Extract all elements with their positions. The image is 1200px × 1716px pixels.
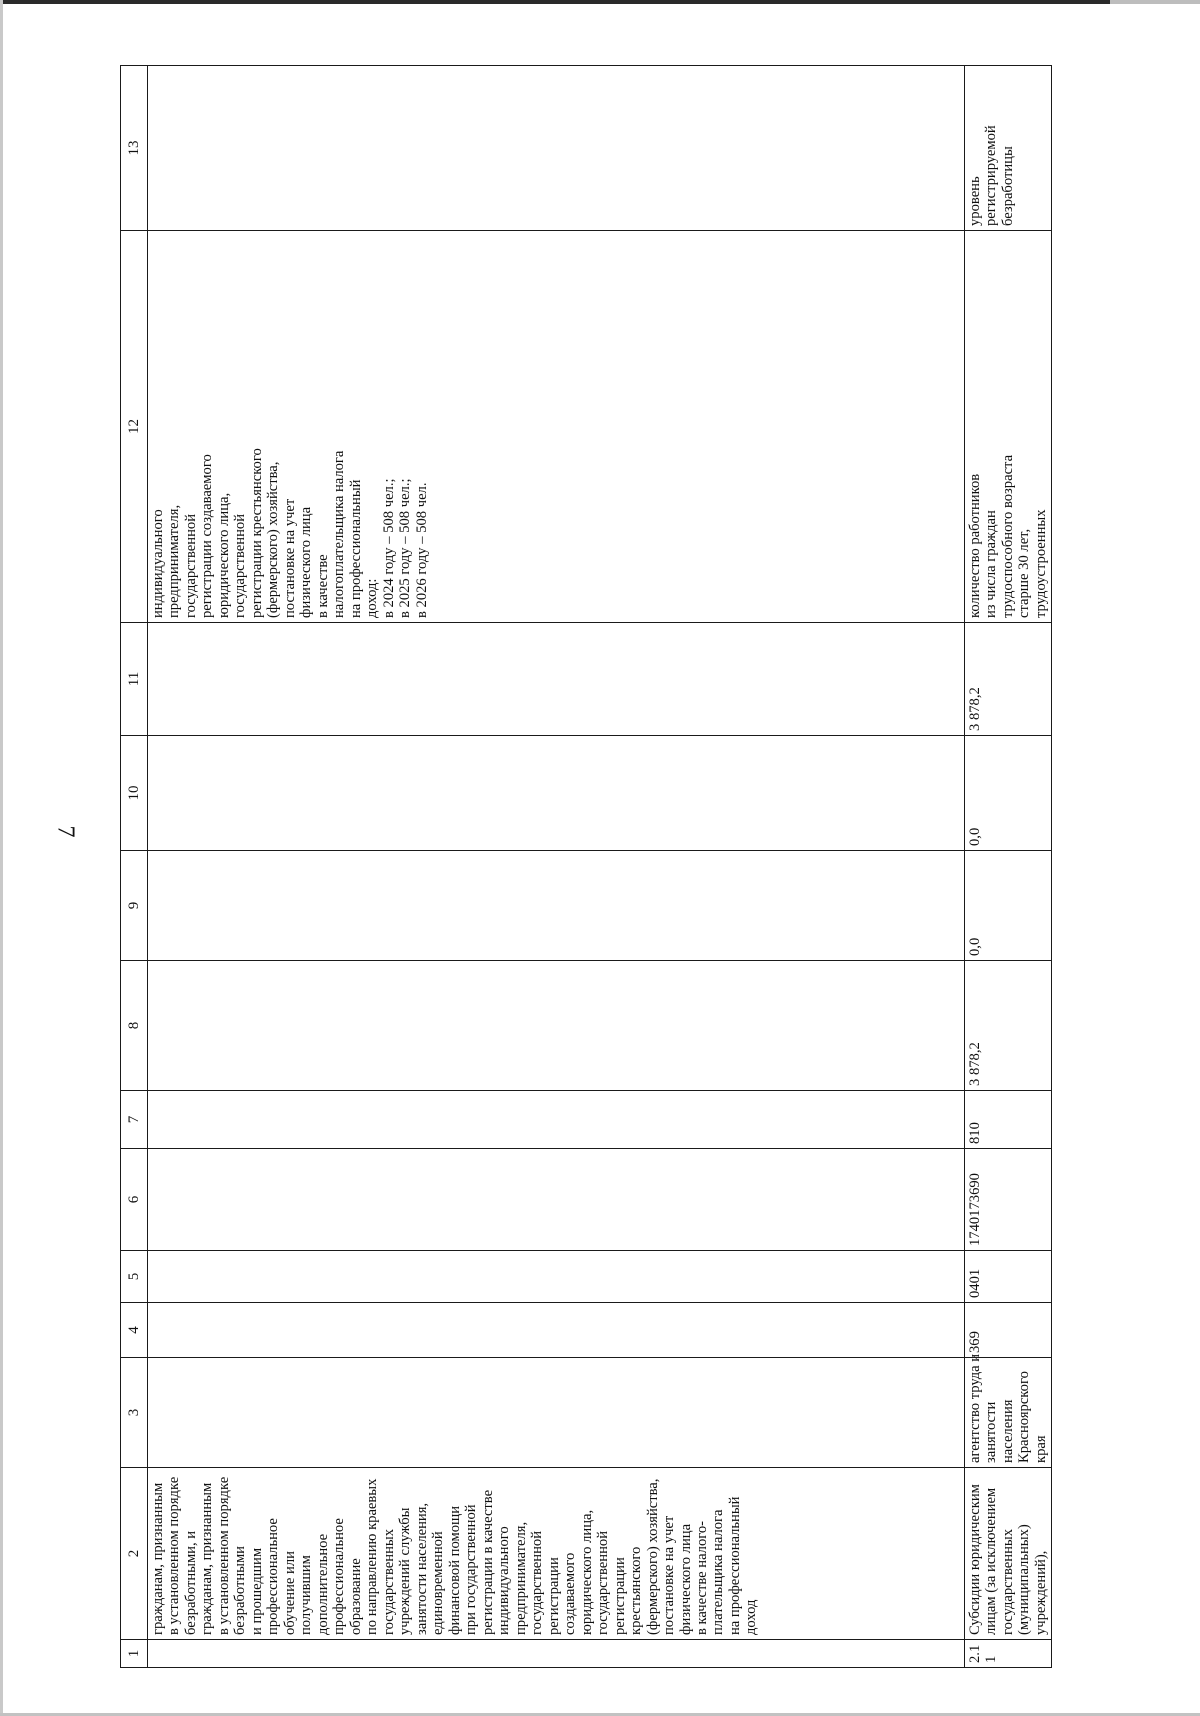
cell-line: учреждений службы <box>397 1507 414 1635</box>
cell-description <box>148 1468 965 1640</box>
cell-value-9: 0,0 <box>965 851 1052 961</box>
cell-code-6 <box>148 1149 965 1251</box>
page-number: 7 <box>52 825 79 838</box>
cell-line: и прошедшим <box>248 1547 265 1635</box>
cell-line: Субсидии юридическим <box>967 1484 983 1635</box>
cell-line: доход: <box>364 578 381 618</box>
scan-edge-top <box>0 0 1200 4</box>
header-cell: 5 <box>121 1251 148 1303</box>
cell-code-5 <box>148 1251 965 1303</box>
cell-indicator <box>965 231 1052 623</box>
cell-line: количество работников <box>967 473 983 618</box>
cell-value-8 <box>148 961 965 1091</box>
cell-line: индивидуального <box>496 1526 513 1635</box>
cell-number: 2.11 <box>965 1640 1052 1668</box>
cell-line: из числа граждан <box>983 510 1000 618</box>
header-cell: 8 <box>121 961 148 1091</box>
header-cell: 10 <box>121 736 148 851</box>
cell-code-5: 0401 <box>965 1251 1052 1303</box>
header-cell: 7 <box>121 1091 148 1149</box>
cell-line: получившим <box>298 1555 315 1635</box>
cell-line: крестьянского <box>628 1546 645 1635</box>
cell-line: занятости населения, <box>413 1502 430 1635</box>
cell-line: края <box>1032 1435 1049 1463</box>
cell-line: по направлению краевых <box>364 1478 381 1635</box>
header-cell: 13 <box>121 66 148 231</box>
cell-line: государственной <box>182 513 199 618</box>
cell-line: дополнительное <box>314 1533 331 1635</box>
cell-line: (муниципальных) <box>1016 1524 1033 1635</box>
cell-line: государственных <box>380 1528 397 1635</box>
cell-line: физического лица <box>677 1523 694 1635</box>
header-cell: 12 <box>121 231 148 623</box>
cell-line: при государственной <box>463 1504 480 1635</box>
cell-line: старше 30 лет, <box>1016 528 1033 618</box>
cell-line: индивидуального <box>150 509 166 618</box>
cell-line: постановке на учет <box>661 1515 678 1635</box>
table-row <box>965 66 1052 1668</box>
cell-line: юридического лица, <box>578 1509 595 1635</box>
cell-code-7: 810 <box>965 1091 1052 1149</box>
cell-line: создаваемого <box>562 1552 579 1635</box>
cell-line: безработными, и <box>182 1530 199 1635</box>
cell-line: юридического лица, <box>215 492 232 618</box>
cell-code-4: 369 <box>965 1303 1052 1358</box>
cell-line: на профессиональный <box>347 479 364 618</box>
cell-code-7 <box>148 1091 965 1149</box>
cell-value-9 <box>148 851 965 961</box>
cell-line: обучение или <box>281 1551 298 1635</box>
cell-indicator <box>148 231 965 623</box>
cell-number <box>148 1640 965 1668</box>
cell-line: в установленном порядке <box>166 1476 183 1635</box>
cell-line: учреждений), <box>1032 1550 1049 1635</box>
cell-administrator <box>148 1358 965 1468</box>
header-cell: 9 <box>121 851 148 961</box>
cell-code-6: 1740173690 <box>965 1149 1052 1251</box>
cell-line: финансовой помощи <box>446 1505 463 1635</box>
cell-line: в 2024 году – 508 чел.; <box>380 478 397 618</box>
cell-line: предпринимателя, <box>166 504 183 618</box>
cell-line: Красноярского <box>1016 1371 1033 1463</box>
cell-target <box>965 66 1052 231</box>
cell-line: предпринимателя, <box>512 1521 529 1635</box>
cell-line: в 2025 году – 508 чел.; <box>397 478 414 618</box>
cell-line: профессиональное <box>265 1518 282 1635</box>
cell-line: налогоплательщика налога <box>331 450 348 618</box>
cell-line: регистрации создаваемого <box>199 454 216 618</box>
header-cell: 3 <box>121 1358 148 1468</box>
cell-line: гражданам, признанным <box>150 1482 166 1635</box>
cell-value-10: 0,0 <box>965 736 1052 851</box>
cell-value-10 <box>148 736 965 851</box>
cell-line: населения <box>999 1399 1016 1463</box>
header-cell: 6 <box>121 1149 148 1251</box>
cell-line: образование <box>347 1558 364 1635</box>
header-row <box>121 66 148 1668</box>
cell-line: доход <box>743 1599 760 1635</box>
cell-line: регистрации в качестве <box>479 1489 496 1635</box>
cell-line: в 2026 году – 508 чел. <box>413 482 430 618</box>
cell-line: на профессиональный <box>726 1496 743 1635</box>
cell-line: регистрируемой <box>983 125 1000 226</box>
cell-line: в установленном порядке <box>215 1476 232 1635</box>
header-cell: 1 <box>121 1640 148 1668</box>
cell-description <box>965 1468 1052 1640</box>
cell-line: уровень <box>967 176 983 226</box>
cell-value-11: 3 878,2 <box>965 623 1052 736</box>
header-cell: 2 <box>121 1468 148 1640</box>
cell-line: занятости <box>983 1401 1000 1463</box>
budget-table <box>120 65 1052 1668</box>
cell-line: безработицы <box>999 146 1016 226</box>
cell-line: (фермерского) хозяйства, <box>265 461 282 618</box>
cell-line: профессиональное <box>331 1518 348 1635</box>
cell-target <box>148 66 965 231</box>
cell-line: плательщика налога <box>710 1509 727 1635</box>
header-cell: 4 <box>121 1303 148 1358</box>
cell-line: единовременной <box>430 1531 447 1635</box>
cell-value-8: 3 878,2 <box>965 961 1052 1091</box>
cell-line: регистрации крестьянского <box>248 448 265 618</box>
scan-edge-left <box>0 0 3 1716</box>
cell-line: лицам (за исключением <box>983 1487 1000 1635</box>
cell-line: трудоустроенных <box>1032 509 1049 618</box>
cell-line: государственной <box>232 513 249 618</box>
cell-line: регистрации <box>545 1557 562 1635</box>
cell-line: государственной <box>529 1530 546 1635</box>
cell-administrator <box>965 1353 1052 1468</box>
cell-line: регистрации <box>611 1557 628 1635</box>
cell-line: безработными <box>232 1546 249 1635</box>
cell-code-4 <box>148 1303 965 1358</box>
table-row <box>148 66 965 1668</box>
cell-line: физического лица <box>298 506 315 618</box>
cell-line: в качестве <box>314 554 331 618</box>
cell-line: трудоспособного возраста <box>999 454 1016 618</box>
rotated-table-container <box>120 66 1049 1668</box>
cell-line: постановке на учет <box>281 498 298 618</box>
cell-line: государственных <box>999 1528 1016 1635</box>
cell-line: государственной <box>595 1530 612 1635</box>
cell-line: в качестве налого- <box>693 1520 710 1635</box>
cell-line: агентство труда и <box>967 1353 983 1463</box>
cell-line: (фермерского) хозяйства, <box>644 1478 661 1635</box>
cell-value-11 <box>148 623 965 736</box>
cell-line: гражданам, признанным <box>199 1482 216 1635</box>
header-cell: 11 <box>121 623 148 736</box>
